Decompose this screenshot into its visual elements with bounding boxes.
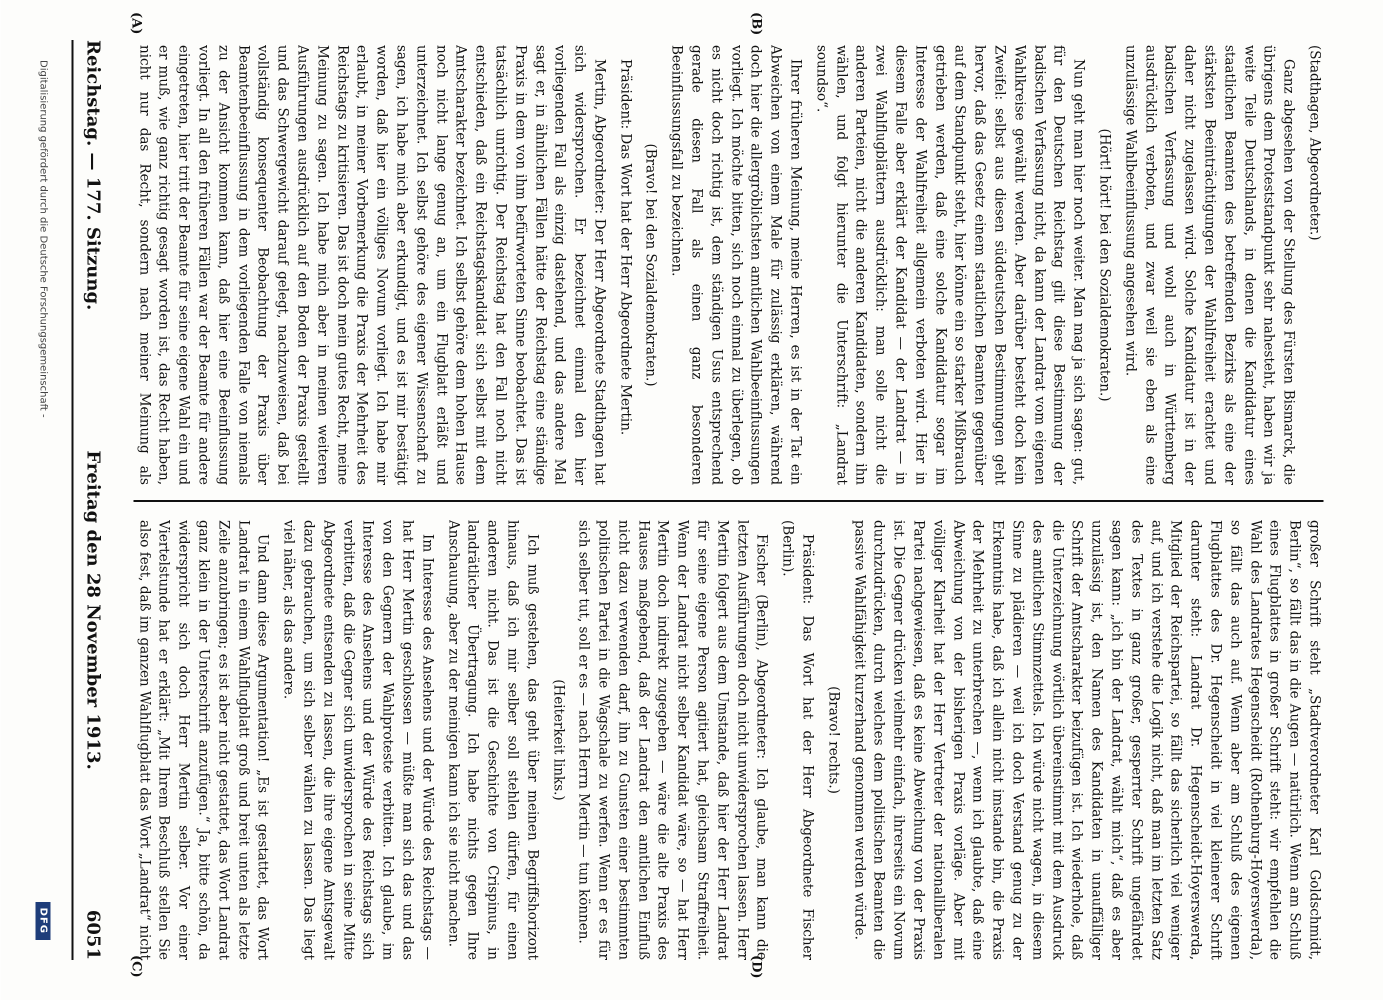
- paragraph: Ich muß gestehen, das geht über meinen Begriffshorizont hinaus, daß ich mir selber soll stehlen dürfen, für einen anderen nicht. Das ist die Geschichte von Crispinus, in landrätlicher Übertragung. Ich habe nichts gegen Ihre Anschauung, aber zu der meinigen kann ich sie nicht machen.: [444, 520, 540, 960]
- paragraph: Und dann diese Argumentation! „Es ist gestattet, das Wort Landrat in einem Wahlflugblatt groß und breit unten als letzte Zeile anzubringen; es ist aber nicht gestattet, das Wort Landrat ganz klein in der Unterschrift anzufügen.“ Ja, bitte schön, da widerspricht sich doch Herr Mertin selber. Vor einer Viertelstunde hat er erklärt: „Mit Ihrem Beschluß stellen Sie also fest, daß im ganzen Wahlflugblatt das Wort „Landrat“ nicht: [135, 520, 271, 960]
- marker-d: (D): [748, 955, 763, 979]
- left-column: [133, 45, 1323, 485]
- page-number: 6051: [82, 909, 104, 960]
- paragraph: Nun geht man hier noch weiter. Man mag ja sich sagen: gut, für den Deutschen Reichstag gilt diese Bestimmung der badischen Verfassung nicht, da kann der Landrat vom eigenen Wahlkreise gewählt werden. Aber darüber besteht doch kein Zweifel: selbst aus diesen süddeutschen Bestimmungen geht hervor, daß das Gesetz einem staatlichen Beamten gegenüber auf dem Standpunkt steht, hier könne ein so starker Mißbrauch getrieben werden, daß eine solche Kandidatur sogar im Interesse der Wahlfreiheit allgemein verboten wird. Hier in diesem Falle aber erklärt der Kandidat — der Landrat — in zwei Wahlflugblättern ausdrücklich: man solle nicht die anderen Parteien, nicht die anderen Kandidaten, sondern ihn wählen, und folgt hierunter die Unterschrift: „Landrat soundso“.: [812, 45, 1087, 485]
- paragraph: großer Schrift steht „Stadtverordneter Karl Goldschmidt, Berlin“, so fällt das in die Augen — natürlich. Wenn am Schluß eines Flugblattes in großer Schrift steht: wir empfehlen die Wahl des Landrates Hegenscheidt (Rothenburg-Hoyerswerda), so fällt das auch auf. Wenn aber am Schluß des eigenen Flugblattes des Dr. Hegenscheidt in viel kleinerer Schrift darunter steht: Landrat Dr. Hegenscheidt-Hoyerswerda, Mitglied der Reichspartei, so fällt das sicherlich viel weniger auf, und ich verstehe die Logik nicht, daß man im letzten Satz des Textes in ganz großer, gesperrter Schrift ungefährdet sagen kann: „ich bin der Landrat, wählt mich“, daß es aber unzulässig ist, den Namen des Kandidaten in unauffälliger Schrift der Amtscharakter beizufügen ist. Ich wiederhole, daß die Unterzeichnung wörtlich übereinstimmt mit dem Ausdruck des amtlichen Stimmzettels. Ich würde nicht wagen, in diesem Sinne zu plädieren — weil ich doch Verstand genug zu der Erkenntnis habe, daß ich allein nicht imstande bin, die Praxis der Mehrheit zu unterbrechen —, wenn ich glaubte, daß eine Abweichung von der bisherigen Praxis vorläge. Aber mit völliger Klarheit hat der Herr Vertreter der nationalliberalen Partei nachgewiesen, daß es keine Abweichung von der Praxis ist. Die Gegner drücken vielmehr einfach, ihrerseits ein Novum durchzudrücken, durch welches dem politischen Beamten die passive Wahlfähigkeit kurzerhand genommen werden würde.: [850, 520, 1322, 960]
- paragraph: Ihrer früheren Meinung, meine Herren, es ist in der Tat ein Abweichen von einem Male für zulässig erklären, während doch hier die allergröblichsten amtlichen Wahlbeeinflussungen vorliegt. Ich möchte bitten, sich noch einmal zu überlegen, ob es nicht doch richtig ist, dem ständigen Usus entsprechend gerade diesen Fall als einen ganz besonderen Beeinflussungsfall zu bezeichnen.: [668, 45, 804, 485]
- paragraph: Mertin, Abgeordneter: Der Herr Abgeordnete Stadthagen hat sich widersprochen. Er bezeichnet einmal den hier vorliegenden Fall als einzig dastehend, und das andere Mal sagt er, in ähnlichen Fällen hätte der Reichstag eine ständige Praxis in dem von ihm befürworteten Sinne beobachtet. Das ist tatsächlich unrichtig. Der Reichstag hat den Fall noch nicht entschieden, daß ein Reichstagskandidat sich selbst mit dem Amtscharakter bezeichnet. Ich selbst gehöre dem hohen Hause noch nicht lange genug an, um ein Flugblatt erläßt und unterzeichnet. Ich selbst gehöre des eigener Wissenschaft zu sagen, ich habe mich aber erkundigt, und es ist mir bestätigt worden, daß hier ein völliges Novum vorliegt. Ich habe mir erlaubt, in meiner Vorbemerkung die Praxis der Mehrheit des Reichstags zu kritisieren. Das ist doch mein gutes Recht, meine Meinung zu sagen. Ich habe mich aber in meinen weiteren Ausführungen ausdrücklich auf den Boden der Praxis gestellt und das Schwergewicht darauf gelegt, nachzuweisen, daß bei vollständig konsequenter Beobachtung der Praxis über Beamtenbeeinflussung in dem vorliegenden Falle von niemals zu der Ansicht kommen kann, daß hier eine Beeinflussung vorliegt. In all den früheren Fällen war der Beamte für andere eingetreten, hier tritt der Beamte für seine eigene Wahl ein und er muß, wie ganz richtig gesagt worden ist, das Recht haben, nicht nur das Recht, sondern nach meiner Meinung als: [135, 45, 607, 485]
- interjection: (Heiterkeit links.): [549, 679, 566, 801]
- marker-a: (A): [128, 12, 143, 35]
- marker-b: (B): [748, 12, 763, 36]
- interjection: (Hört! hört! bei den Sozialdemokraten.): [1096, 128, 1113, 402]
- speaker-attribution: (Stadthagen, Abgeordneter.): [1306, 45, 1322, 241]
- column-divider: [133, 500, 1323, 502]
- president-statement: Präsident: Das Wort hat der Herr Abgeordnete Mertin.: [616, 59, 633, 436]
- paragraph: Fischer (Berlin), Abgeordneter: Ich glaube, man kann die letzten Ausführungen doch nicht unwidersprochen lassen. Herr Mertin folgert aus dem Umstande, daß hier der Herr Landrat für seine eigene Person agitiert hat, gleichsam Straffreiheit. Wenn der Landrat nicht selber Kandidat wäre, so — hat Herr Mertin doch indirekt zugegeben — wäre die alte Praxis des Hauses maßgebend, daß der Landrat den amtlichen Einfluß nicht dazu verwenden darf, ihn zu Gunsten einer bestimmten politischen Partei in die Wagschale zu werfen. Wenn er es für sich selber tut, soll er es — nach Herrn Mertin — tun können.: [575, 520, 770, 960]
- page-header: [71, 40, 113, 960]
- header-left: Reichstag. — 177. Sitzung.: [82, 40, 104, 311]
- interjection: (Bravo! rechts.): [824, 686, 841, 794]
- dfg-logo: DFG: [36, 902, 51, 940]
- interjection: (Bravo! bei den Sozialdemokraten.): [642, 143, 659, 387]
- right-column: [133, 520, 1323, 960]
- digitization-footer: [23, 60, 63, 940]
- president-statement: Präsident: Das Wort hat der Herr Abgeordnete Fischer (Berlin).: [779, 520, 816, 960]
- marker-c: (C): [128, 955, 143, 978]
- digitization-note: Digitalisierung gefördert durch die Deutsche Forschungsgemeinschaft -: [37, 60, 49, 418]
- header-center: Freitag den 28 November 1913.: [82, 450, 104, 770]
- paragraph: Im Interesse des Ansehens und der Würde des Reichstags — hat Herr Mertin geschlossen — müßte man sich das und das von den Gegnern der Wahlproteste verbitten. Ich glaube, im Interesse des Ansehens und der Würde des Reichstags sich verbitten, daß die Gegner sich unwidersprochen in seine Mitte Abgeordnete entsenden zu lassen, die ihre eigene Amtsgewalt dazu gebrauchen, um sich selber wählen zu lassen. Das liegt viel näher, als das andere.: [280, 520, 435, 960]
- paragraph: Ganz abgesehen von der Stellung des Fürsten Bismarck, die übrigens dem Proteststandpunkt sehr nahesteht, haben wir ja weite Teile Deutschlands, in denen die Kandidatur eines staatlichen Beamten des betreffenden Bezirks als eine der stärksten Beeinträchtigungen der Wahlfreiheit erachtet und daher nicht zugelassen wird. Solche Kandidatur ist in der badischen Verfassung und wohl auch in Württemberg ausdrücklich verboten, und zwar weil sie eben als eine unzulässige Wahlbeeinflussung angesehen wird.: [1121, 45, 1297, 485]
